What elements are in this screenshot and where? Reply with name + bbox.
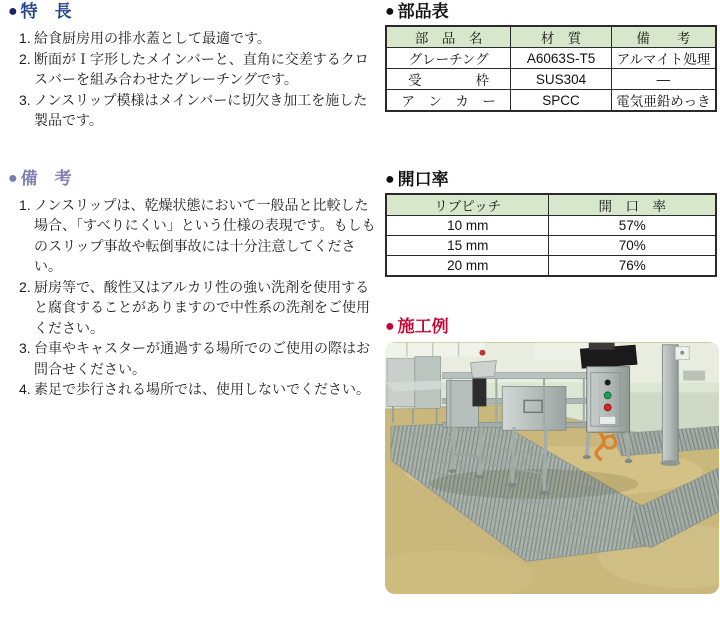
parts-title: 部品表 — [397, 2, 449, 21]
cell-part-name: ア ン カ ー — [386, 90, 511, 112]
item-text: 厨房等で、酸性又はアルカリ性の強い洗剤を使用すると腐食することがありますので中性系の洗剤をご使用ください。 — [34, 278, 370, 336]
item-text: ノンスリップ模様はメインバーに切欠き加工を施した製品です。 — [34, 91, 368, 128]
column-header: 備 考 — [611, 26, 716, 48]
remarks-list — [19, 195, 380, 400]
item-text: 給食厨房用の排水蓋として最適です。 — [34, 30, 271, 46]
right-column — [385, 2, 717, 594]
example-photo-illustration — [385, 342, 719, 594]
table-row — [386, 69, 716, 90]
item-text: ノンスリップは、乾燥状態において一般品と比較した場合、「すべりにくい」という仕様の表現です。もしものスリップ事故や転倒事故には十分注意してください。 — [34, 196, 376, 274]
list-item — [19, 379, 380, 400]
table-row — [386, 236, 716, 256]
list-item — [19, 28, 380, 49]
item-number: 1. — [19, 196, 31, 213]
item-number: 1. — [19, 30, 31, 46]
item-text: 断面がＩ字形したメインバーと、直角に交差するクロスバーを組み合わせたグレーチングです。 — [34, 50, 369, 87]
list-item — [19, 90, 380, 131]
list-item — [19, 338, 380, 379]
cell-note: ― — [611, 69, 716, 90]
bullet-icon: ● — [385, 317, 395, 335]
example-heading — [385, 317, 717, 337]
cell-pitch: 10 mm — [386, 216, 549, 236]
parts-heading — [385, 2, 717, 22]
item-number: 3. — [19, 91, 31, 108]
cell-note: 電気亜鉛めっき — [611, 90, 716, 112]
list-item — [19, 49, 380, 90]
example-photo — [385, 342, 719, 594]
table-row — [386, 90, 716, 112]
table-header-row — [386, 26, 716, 48]
cell-material: SPCC — [511, 90, 612, 112]
list-item — [19, 195, 380, 277]
table-row — [386, 256, 716, 276]
bullet-icon: ● — [8, 169, 18, 187]
cell-ratio: 57% — [549, 216, 716, 236]
features-list — [19, 28, 380, 131]
list-item — [19, 277, 380, 339]
opening-heading — [385, 170, 717, 190]
column-header: リブピッチ — [386, 194, 549, 216]
cell-note: アルマイト処理 — [611, 48, 716, 69]
remarks-heading — [8, 169, 380, 189]
bullet-icon: ● — [385, 171, 395, 188]
features-heading — [8, 2, 380, 22]
opening-table — [385, 193, 717, 277]
table-row — [386, 216, 716, 236]
left-column — [8, 2, 380, 400]
item-number: 3. — [19, 340, 31, 356]
item-number: 4. — [19, 381, 31, 397]
item-text: 台車やキャスターが通過する場所でのご使用の際はお問合せください。 — [34, 340, 370, 377]
opening-title: 開口率 — [397, 170, 449, 189]
item-number: 2. — [19, 50, 31, 67]
item-text: 素足で歩行される場所では、使用しないでください。 — [34, 381, 370, 397]
bullet-icon: ● — [385, 3, 395, 20]
cell-pitch: 20 mm — [386, 256, 549, 276]
column-header: 材 質 — [511, 26, 612, 48]
item-number: 2. — [19, 278, 31, 295]
table-row — [386, 48, 716, 69]
cell-material: A6063S-T5 — [511, 48, 612, 69]
cell-part-name: 受 枠 — [386, 69, 511, 90]
table-header-row — [386, 194, 716, 216]
remarks-title: 備 考 — [20, 168, 72, 188]
bullet-icon: ● — [8, 3, 18, 20]
cell-ratio: 76% — [549, 256, 716, 276]
parts-table — [385, 25, 717, 112]
cell-part-name: グレーチング — [386, 48, 511, 69]
cell-material: SUS304 — [511, 69, 612, 90]
cell-pitch: 15 mm — [386, 236, 549, 256]
column-header: 部 品 名 — [386, 26, 511, 48]
cell-ratio: 70% — [549, 236, 716, 256]
column-header: 開 口 率 — [549, 194, 716, 216]
features-title: 特 長 — [20, 2, 72, 21]
example-title: 施工例 — [397, 316, 449, 336]
